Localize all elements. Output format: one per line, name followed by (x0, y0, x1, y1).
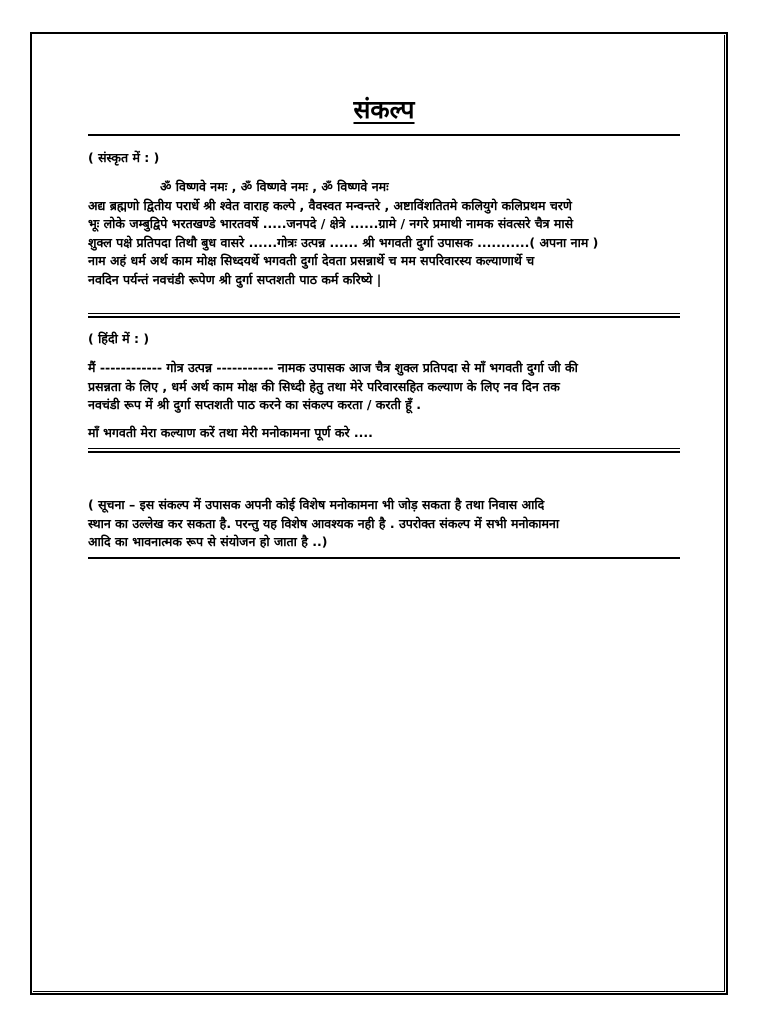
hindi-line: प्रसन्नता के लिए , धर्म अर्थ काम मोक्ष की सिध्दी हेतु तथा मेरे परिवारसहित कल्याण के लिए नव दिन तक (88, 378, 560, 394)
note-bottom-rule (88, 557, 680, 559)
section-divider (88, 448, 680, 453)
hindi-line: नवचंडी रूप में श्री दुर्गा सप्तशती पाठ करने का संकल्प करता / करती हूँ . (88, 397, 421, 412)
note-line: आदि का भावनात्मक रूप से संयोजन हो जाता है ..) (88, 534, 328, 549)
hindi-line: मैं ------------ गोत्र उत्पन्न ----------- नामक उपासक आज चैत्र शुक्ल प्रतिपदा से माँ भगवती दुर्गा जी की (88, 360, 578, 375)
sanskrit-line: नाम अहं धर्म अर्थ काम मोक्ष सिध्दयर्थे भगवती दुर्गा देवता प्रसन्नार्थे च मम सपरिवारस्य कल्याणार्थे च (88, 253, 535, 268)
note-line: ( सूचना – इस संकल्प में उपासक अपनी कोई विशेष मनोकामना भी जोड़ सकता है तथा निवास आदि (88, 497, 545, 512)
title-rule (88, 134, 680, 136)
sanskrit-sankalp-text (88, 197, 680, 290)
hindi-prayer-line: माँ भगवती मेरा कल्याण करें तथा मेरी मनोकामना पूर्ण करे .... (88, 424, 373, 440)
note-line: स्थान का उल्लेख कर सकता है. परन्तु यह विशेष आवश्यक नही है . उपरोक्त संकल्प में सभी मनोकामना (88, 515, 560, 531)
document-title: संकल्प (353, 95, 415, 124)
sanskrit-section-label: ( संस्कृत में : ) (88, 150, 160, 165)
hindi-sankalp-text (88, 359, 680, 415)
sanskrit-line: भूः लोके जम्बुद्विपे भरतखण्डे भारतवर्षे .....जनपदे / क्षेत्रे ......ग्रामे / नगरे प्रमाथी नामक संवत्सरे चैत्र मासे (88, 216, 574, 231)
sanskrit-line: नवदिन पर्यन्तं नवचंडी रूपेण श्री दुर्गा सप्तशती पाठ कर्म करिष्ये | (88, 271, 382, 287)
sanskrit-line: शुक्ल पक्षे प्रतिपदा तिथौ बुध वासरे ......गोत्रः उत्पन्न ...... श्री भगवती दुर्गा उपासक ...........( अपना नाम ) (88, 234, 599, 250)
hindi-section-label: ( हिंदी में : ) (88, 331, 150, 346)
sanskrit-line: अद्य ब्रह्मणो द्वितीय परार्धे श्री श्वेत वाराह कल्पे , वैवस्वत मन्वन्तरे , अष्टाविंशतितमे कलियुगे कलिप्रथम चरणे (88, 197, 572, 213)
section-divider (88, 313, 680, 318)
document-body (88, 90, 680, 559)
om-invocation-line: ॐ विष्णवे नमः , ॐ विष्णवे नमः , ॐ विष्णवे नमः (160, 179, 389, 194)
note-text (88, 496, 680, 552)
